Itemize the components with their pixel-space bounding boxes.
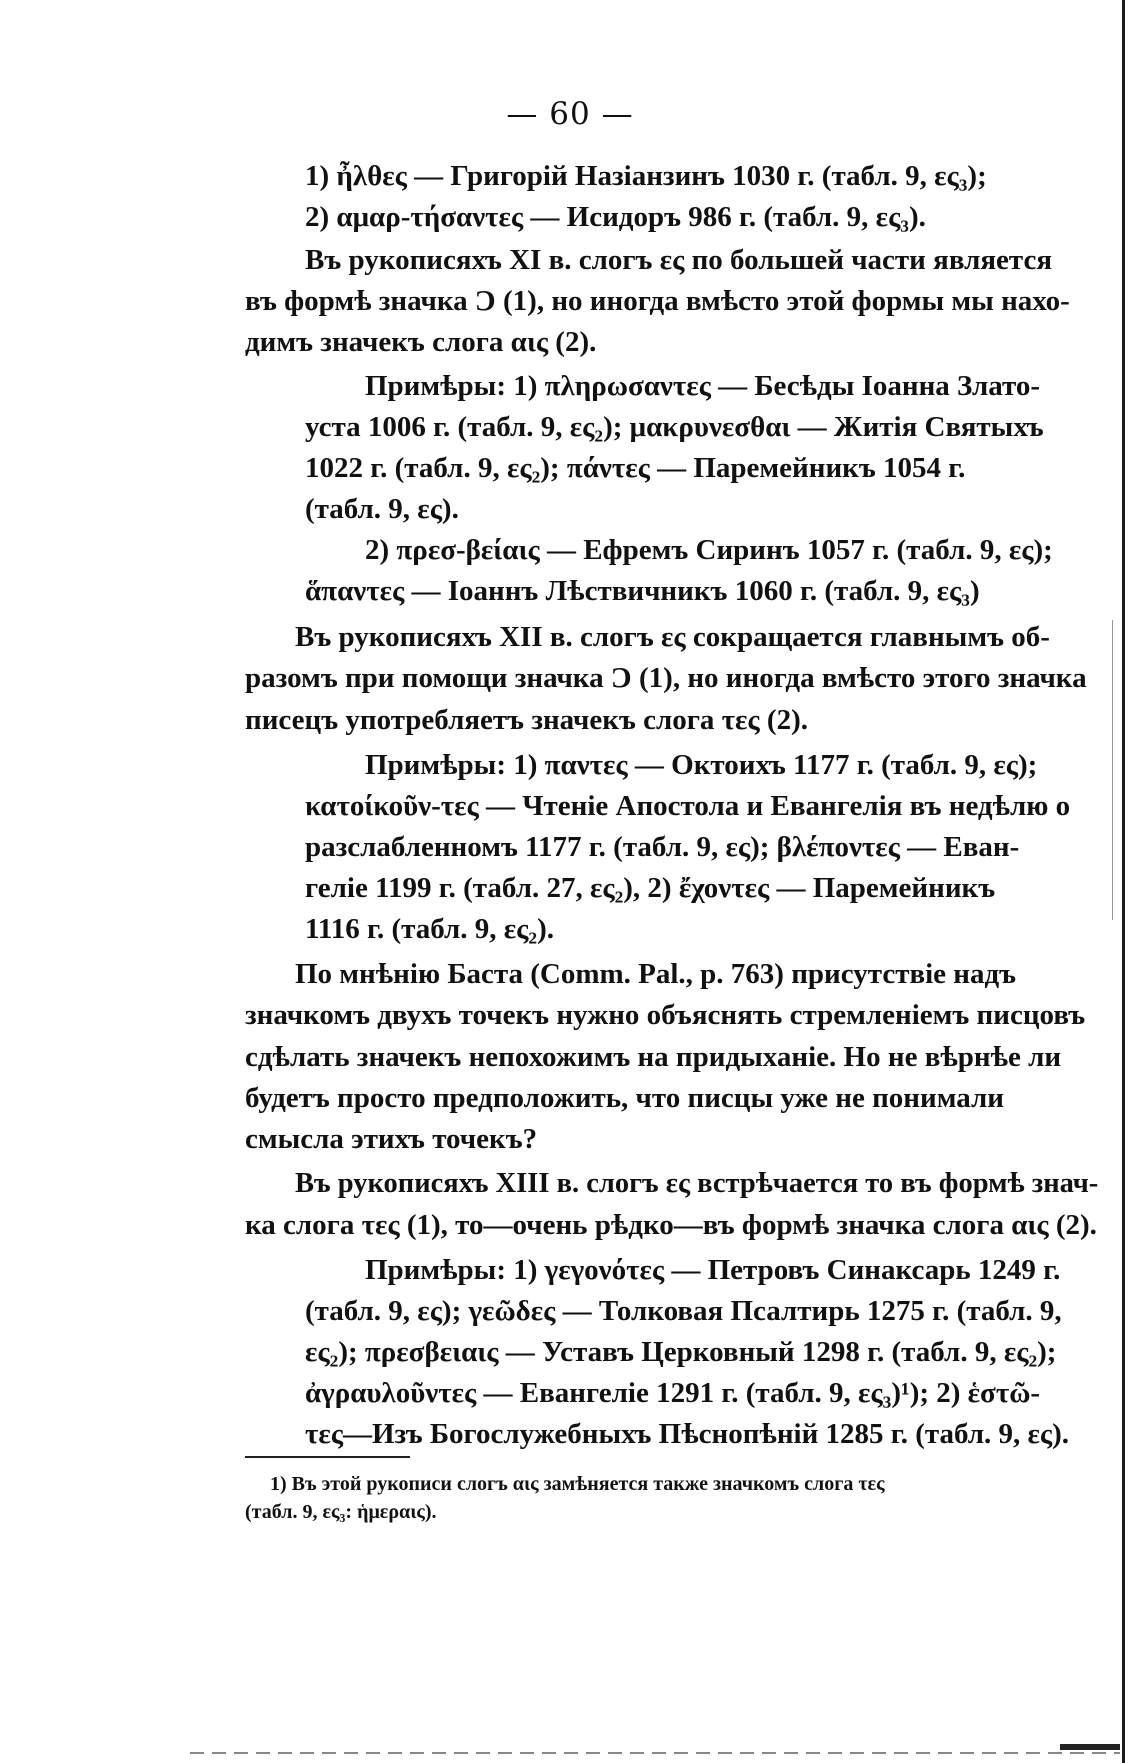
text-line: (табл. 9, ες); γεῶδες — Толковая Псалтирь 1275 г. (табл. 9, <box>305 1295 1062 1327</box>
text-line: димъ значекъ слога αις (2). <box>245 326 597 358</box>
text-line: τες—Изъ Богослужебныхъ Пѣснопѣній 1285 г. (табл. 9, ες). <box>305 1418 1070 1450</box>
text-line: сдѣлать значекъ непохожимъ на придыханіе. Но не вѣрнѣе ли <box>245 1041 1062 1073</box>
text-line: ἅπαντες — Іоаннъ Лѣствичникъ 1060 г. (табл. 9, ες₃) <box>305 575 980 607</box>
text-line: 1116 г. (табл. 9, ες₂). <box>305 913 554 945</box>
text-line: 1022 г. (табл. 9, ες₂); πάντες — Паремейникъ 1054 г. <box>305 452 966 484</box>
text-line: 2) αμαρ-τήσαντες — Исидоръ 986 г. (табл. 9, ες₃). <box>305 201 926 233</box>
text-line: Примѣры: 1) πληρωσαντες — Бесѣды Іоанна Злато- <box>365 370 1041 402</box>
text-line: (табл. 9, ες). <box>305 493 459 525</box>
text-line: будетъ просто предположить, что писцы уже не понимали <box>245 1082 1005 1114</box>
scan-edge-blob <box>1060 1744 1120 1750</box>
text-line: 1) ἦλθες — Григорій Назіанзинъ 1030 г. (табл. 9, ες₃); <box>305 160 987 192</box>
text-line: уста 1006 г. (табл. 9, ες₂); μακρυνεσθαι — Житія Святыхъ <box>305 411 1044 443</box>
text-line: смысла этихъ точекъ? <box>245 1123 538 1155</box>
text-line: κατοίκοῦν-τες — Чтеніе Апостола и Евангелія въ недѣлю о <box>305 790 1071 822</box>
text-line: значкомъ двухъ точекъ нужно объяснять стремленіемъ писцовъ <box>245 999 1086 1031</box>
page-edge-rule <box>1122 0 1125 1763</box>
text-line: ες₂); πρεσβειαις — Уставъ Церковный 1298 г. (табл. 9, ες₂); <box>305 1336 1057 1368</box>
text-line: въ формѣ значка Ͻ (1), но иногда вмѣсто этой формы мы нахо- <box>245 285 1070 317</box>
footnote-rule <box>245 1456 410 1458</box>
text-line: ка слога τες (1), то—очень рѣдко—въ формѣ значка слога αις (2). <box>245 1209 1097 1241</box>
text-line: ἀγραυλοῦντες — Евангеліе 1291 г. (табл. 9, ες₃)¹); 2) ἑστῶ- <box>305 1377 1041 1409</box>
text-line: разслабленномъ 1177 г. (табл. 9, ες); βλέποντες — Еван- <box>305 831 1020 863</box>
text-line: геліе 1199 г. (табл. 27, ες₂), 2) ἔχοντες — Паремейникъ <box>305 872 996 904</box>
scan-edge-marks <box>190 1752 1120 1754</box>
text-line: 2) πρεσ-βείαις — Ефремъ Сиринъ 1057 г. (табл. 9, ες); <box>365 534 1053 566</box>
text-line: разомъ при помощи значка Ͻ (1), но иногда вмѣсто этого значка <box>245 662 1087 694</box>
text-line: Въ рукописяхъ XII в. слогъ ες сокращается главнымъ об- <box>295 621 1050 653</box>
footnote-line: (табл. 9, ες₃: ἡμεραις). <box>245 1501 437 1523</box>
text-line: Въ рукописяхъ XIII в. слогъ ες встрѣчается то въ формѣ знач- <box>295 1168 1099 1199</box>
text-line: Примѣры: 1) παντες — Октоихъ 1177 г. (табл. 9, ες); <box>365 749 1038 781</box>
page-edge-shadow <box>1112 620 1113 920</box>
footnote-line: 1) Въ этой рукописи слогъ αις замѣняется также значкомъ слога τες <box>270 1473 885 1495</box>
text-line: писецъ употребляетъ значекъ слога τες (2). <box>245 704 808 736</box>
text-line: Въ рукописяхъ XI в. слогъ ες по большей части является <box>305 244 1053 276</box>
text-line: По мнѣнію Баста (Comm. Pal., p. 763) присутствіе надъ <box>295 958 1017 990</box>
page-number: — 60 — <box>506 96 634 132</box>
text-line: Примѣры: 1) γεγονότες — Петровъ Синаксарь 1249 г. <box>365 1254 1061 1286</box>
